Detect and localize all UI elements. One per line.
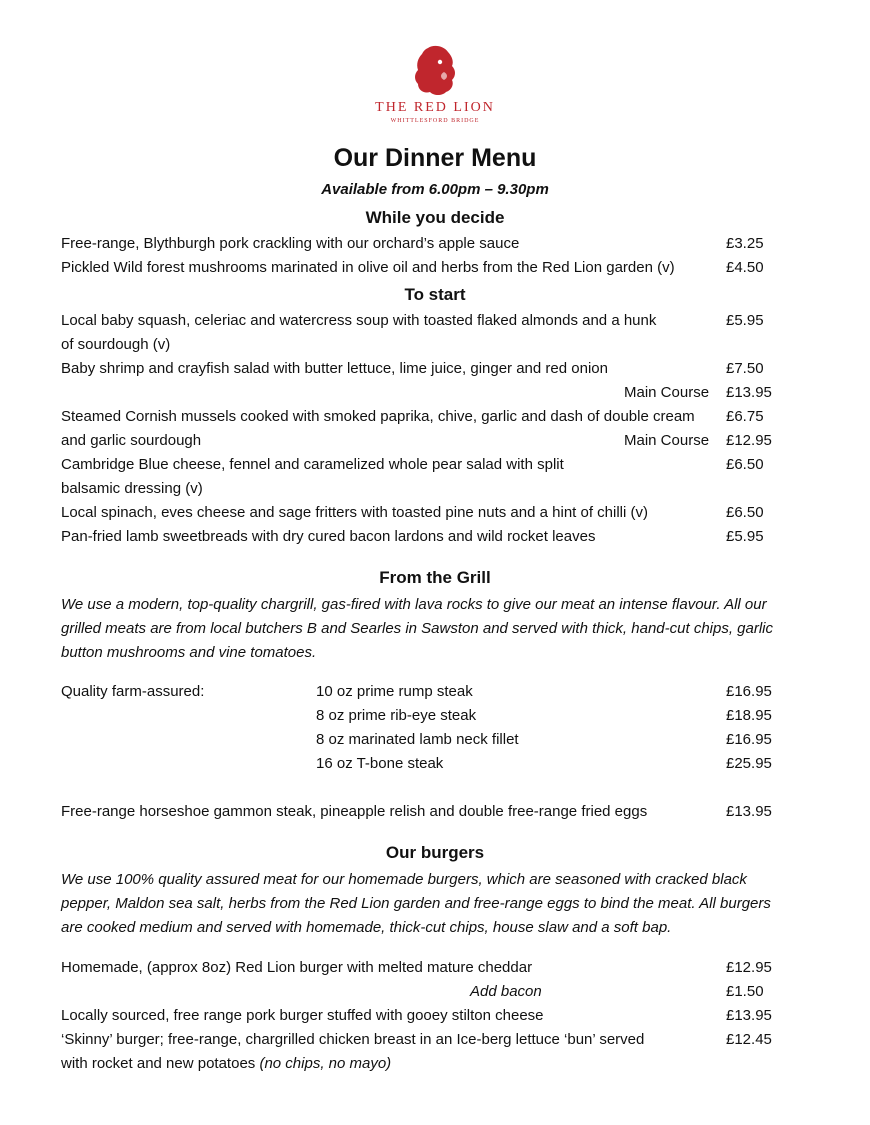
steak-price: £18.95 [726,707,772,724]
gammon-item-price: £13.95 [726,803,772,820]
menu-item-text: Local spinach, eves cheese and sage fritters with toasted pine nuts and a hint of chilli (v) [61,504,648,521]
menu-item-price: £3.25 [726,235,764,252]
burger-item-text: ‘Skinny’ burger; free-range, chargrilled chicken breast in an Ice-berg lettuce ‘bun’ served [61,1031,645,1048]
burger-item-sides: with rocket and new potatoes [61,1055,260,1072]
main-course-price: £13.95 [726,384,772,401]
gammon-item-text: Free-range horseshoe gammon steak, pineapple relish and double free-range fried eggs [61,803,648,820]
section-heading-to-start: To start [404,285,466,304]
menu-item-text: Cambridge Blue cheese, fennel and caramelized whole pear salad with split [61,456,564,473]
burger-item-note: (no chips, no mayo) [259,1055,392,1072]
menu-item-text: Baby shrimp and crayfish salad with butter lettuce, lime juice, ginger and red onion [61,360,608,377]
logo [355,44,515,103]
menu-item-price: £6.75 [726,408,764,425]
brand-location: WHITTLESFORD BRIDGE [390,118,480,124]
menu-item-text-continued: of sourdough (v) [61,336,171,353]
burger-item-price: £12.45 [726,1031,772,1048]
steak-name: 10 oz prime rump steak [316,683,473,700]
burgers-intro-line: We use 100% quality assured meat for our homemade burgers, which are seasoned with cracked black [61,871,747,888]
burger-item-price: £13.95 [726,1007,772,1024]
steak-name: 8 oz marinated lamb neck fillet [316,731,519,748]
menu-item-price: £6.50 [726,456,764,473]
grill-intro-line: grilled meats are from local butchers B and Searles in Sawston and served with thick, hand-cut chips, garlic [61,620,774,637]
steak-name: 16 oz T-bone steak [316,755,444,772]
burger-item-text: Locally sourced, free range pork burger stuffed with gooey stilton cheese [61,1007,544,1024]
menu-item-price: £4.50 [726,259,764,276]
menu-item-price: £7.50 [726,360,764,377]
grill-label: Quality farm-assured: [61,683,205,700]
menu-item-price: £5.95 [726,528,764,545]
menu-item-text-continued: balsamic dressing (v) [61,480,203,497]
burger-item-price: £12.95 [726,959,772,976]
main-course-price: £12.95 [726,432,772,449]
grill-intro-line: button mushrooms and vine tomatoes. [61,644,317,661]
section-heading-burgers: Our burgers [385,843,485,862]
add-bacon-price: £1.50 [726,983,764,1000]
menu-item-text: Free-range, Blythburgh pork crackling with our orchard’s apple sauce [61,235,520,252]
steak-price: £16.95 [726,683,772,700]
main-course-label: Main Course [624,432,710,449]
menu-item-text: Local baby squash, celeriac and watercress soup with toasted flaked almonds and a hunk [61,312,657,329]
steak-price: £16.95 [726,731,772,748]
brand-name: THE RED LION [375,100,495,115]
steak-name: 8 oz prime rib-eye steak [316,707,477,724]
availability: Available from 6.00pm – 9.30pm [321,181,549,198]
main-course-label: Main Course [624,384,710,401]
lion-head-icon [410,44,460,98]
menu-item-text-continued: and garlic sourdough [61,432,202,449]
burger-item-text: Homemade, (approx 8oz) Red Lion burger with melted mature cheddar [61,959,533,976]
menu-item-text: Pickled Wild forest mushrooms marinated in olive oil and herbs from the Red Lion garden (v) [61,259,675,276]
grill-intro-line: We use a modern, top-quality chargrill, gas-fired with lava rocks to give our meat an intense flavour. All our [61,596,767,613]
burgers-intro-line: pepper, Maldon sea salt, herbs from the Red Lion garden and free-range eggs to bind the meat. All burgers [61,895,771,912]
menu-item-text: Pan-fried lamb sweetbreads with dry cured bacon lardons and wild rocket leaves [61,528,596,545]
page-title: Our Dinner Menu [333,144,537,172]
steak-price: £25.95 [726,755,772,772]
add-bacon-label: Add bacon [470,983,542,1000]
menu-item-text: Steamed Cornish mussels cooked with smoked paprika, chive, garlic and dash of double cream [61,408,695,425]
burger-item-text-continued [61,1052,391,1076]
section-heading-grill: From the Grill [379,568,491,587]
burgers-intro-line: are cooked medium and served with homemade, thick-cut chips, house slaw and a soft bap. [61,919,672,936]
menu-item-price: £6.50 [726,504,764,521]
menu-item-price: £5.95 [726,312,764,329]
section-heading-while-you-decide: While you decide [365,208,505,227]
